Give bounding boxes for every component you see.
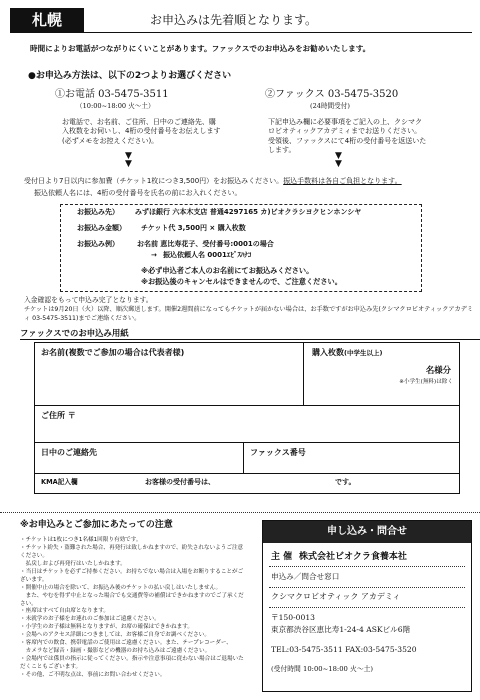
payment-deadline-text: 受付日より7日以内に参加費（チケット1枚につき3,500円）をお振込みください。 [24, 177, 284, 185]
host-name: 株式会社ビオクラ食養本社 [299, 552, 407, 562]
name-field[interactable] [35, 343, 304, 406]
down-arrow-icon: ▼ [125, 151, 132, 161]
phone-hours: （10:00~18:00 火～土） [76, 102, 155, 110]
notice-item: カメラなど録音・録画・撮影などの機器のお持ち込みはご遠慮ください。 [20, 648, 211, 655]
notice-item: ・チケット紛失・盗難された場合、再発行は致しかねますので、紛失されないようご注意ください。 [20, 544, 244, 559]
payment-note [24, 177, 474, 186]
quantity-unit: 名様分 [425, 365, 451, 375]
header-subtitle: 時間によりお電話がつながりにくいことがあります。ファックスでのお申込みをお勧めいたします。 [30, 44, 371, 53]
host-label: 主 催 [271, 552, 293, 562]
notice-item: ・その他、ご不明な点は、事前にお問い合わせください。 [20, 671, 166, 678]
fax-number-label: ファックス番号 [250, 448, 306, 457]
notice-item: ・会場内では係員の指示に従ってください。指示や注意事項に従わない場合はご退場いただくこともございます。 [20, 656, 244, 670]
notice-item: ・開催中止の場合を除いて、お振込み後のチケットの払い戻しはいたしません。 [20, 584, 222, 591]
day-contact-field[interactable] [35, 443, 244, 474]
contact-divider [269, 607, 465, 608]
quantity-field[interactable] [304, 343, 459, 406]
receipt-suffix: です。 [335, 478, 356, 486]
day-contact-label: 日中のご連絡先 [41, 448, 97, 457]
section-divider [0, 512, 480, 513]
header-rule [10, 32, 472, 33]
notice-item: ・チケットは1枚につき1名様1回限り有効です。 [20, 537, 142, 543]
warning-own-name: ※必ず申込者ご本人のお名前にてお振込みください。 [141, 266, 314, 275]
warning-no-cancel: ※お振込後のキャンセルはできませんので、ご注意ください。 [141, 277, 342, 286]
form-heading-rule [20, 339, 480, 340]
contact-divider [269, 587, 465, 588]
kma-label: KMA記入欄 [41, 478, 78, 486]
completion-note: 入金確認をもって申込み完了となります。 [24, 296, 153, 304]
down-arrow-icon: ▼ [335, 151, 342, 161]
phone-method-label: ①お電話 03-5475-3511 [55, 89, 169, 100]
kma-office-row [35, 474, 459, 493]
notice-item: ・客席内での飲食、携帯電話のご使用はご遠慮ください。また、テープレコーダー、 [20, 640, 232, 647]
methods-heading: ●お申込み方法は、以下の2つよりお選びください [28, 71, 232, 81]
fax-number-field[interactable] [244, 443, 459, 474]
address-field[interactable] [35, 406, 459, 443]
notices-list [20, 537, 246, 680]
payment-fee-text: 振込手数料は各自ご負担となります。 [283, 177, 402, 185]
bank-label: お振込み先） [77, 208, 119, 216]
zip-code: 〒150-0013 [271, 613, 315, 622]
example-result: 振込依頼人名 0001ｴﾋﾞｽﾊﾅｺ [163, 251, 252, 259]
page-title: お申込みは先着順となります。 [150, 13, 318, 27]
down-arrow-icon: ▼ [335, 159, 342, 169]
fax-method-desc: 下記申込み欄に必要事項をご記入の上、クシマクロビオティックアカデミィまでお送りください。受領後、ファックスにて4桁の受付番号を返送いたします。 [268, 118, 427, 155]
notice-item: また、やむを得ず中止となった場合でも交通費等の補償はできかねますのでご了承ください。 [20, 592, 244, 607]
notice-item: ・座席はすべて自由席となります。 [20, 608, 109, 615]
tel-fax: TEL:03-5475-3511 FAX:03-5475-3520 [271, 645, 417, 654]
payment-note-2: 振込依頼人名には、4桁の受付番号を氏名の前にお入れください。 [34, 189, 242, 197]
notice-item: ・当日はチケットを必ずご持参ください。お持ちでない場合は入場をお断りすることがございます。 [20, 568, 244, 583]
region-badge: 札幌 [10, 8, 84, 32]
notice-item: ・会場へのアクセス詳細につきましては、お客様ご自身でお調べください。 [20, 632, 210, 639]
arrow-right-icon: → [151, 251, 157, 259]
notices-heading: ※お申込みとご参加にあたっての注意 [20, 520, 173, 530]
address-label: ご住所 〒 [41, 411, 76, 420]
bank-value: みずほ銀行 六本木支店 普通4297165 カ)ビオクラシヨクヒンホンシヤ [135, 208, 362, 216]
amount-label: お振込み金額） [77, 224, 126, 232]
example-value: お名前 恵比寿花子、受付番号:0001の場合 [137, 240, 274, 248]
receipt-label: お客様の受付番号は、 [145, 478, 215, 486]
quantity-note: ※小学生(無料)は除く [399, 379, 453, 385]
example-label: お振込み例） [77, 240, 119, 248]
notice-item: ・小学生のお子様は無料となりますが、お席の確保はできかねます。 [20, 624, 193, 631]
fax-hours: (24時間受付) [310, 102, 350, 110]
contact-divider [269, 566, 465, 567]
phone-method-desc: お電話で、お名前、ご住所、日中のご連絡先、購入枚数をお伺いし、4桁の受付番号をお伝えします(必ずメモをお控えください)。 [62, 118, 221, 145]
notice-item: 払戻しおよび再発行はいたしかねます。 [20, 560, 126, 567]
contact-heading: 申し込み・問合せ [263, 521, 471, 543]
contact-box [262, 520, 472, 692]
name-field-label: お名前(複数でご参加の場合は代表者様) [41, 348, 185, 357]
amount-value: チケット代 3,500円 × 購入枚数 [141, 224, 246, 232]
window-label: 申込み／問合せ窓口 [271, 572, 340, 581]
address-text: 東京都渋谷区恵比寿1-24-4 ASKビル6階 [271, 625, 411, 634]
fax-method-label: ②ファックス 03-5475-3520 [265, 89, 399, 100]
down-arrow-icon: ▼ [125, 159, 132, 169]
quantity-label: 購入枚数(中学生以上) [312, 348, 383, 357]
fax-form-heading: ファックスでのお申込み用紙 [20, 328, 129, 338]
bank-info-box [60, 204, 422, 292]
fax-application-form [34, 342, 460, 494]
notice-item: ・未就学のお子様をお連れのご参加はご遠慮ください。 [20, 616, 160, 623]
office-hours: (受付時間 10:00~18:00 火～土) [271, 665, 374, 673]
ticket-shipping-note: チケットは9月20日（火）以降、順次郵送します。開催2週間前になってもチケットが届かない場合は、お手数ですがお申込み先(クシマクロビオティックアカデミィ 03-5475-3511)までご連絡ください。 [24, 306, 474, 322]
quantity-sub-label: (中学生以上) [344, 349, 383, 357]
academy-name: クシマクロビオティック アカデミィ [271, 592, 401, 601]
